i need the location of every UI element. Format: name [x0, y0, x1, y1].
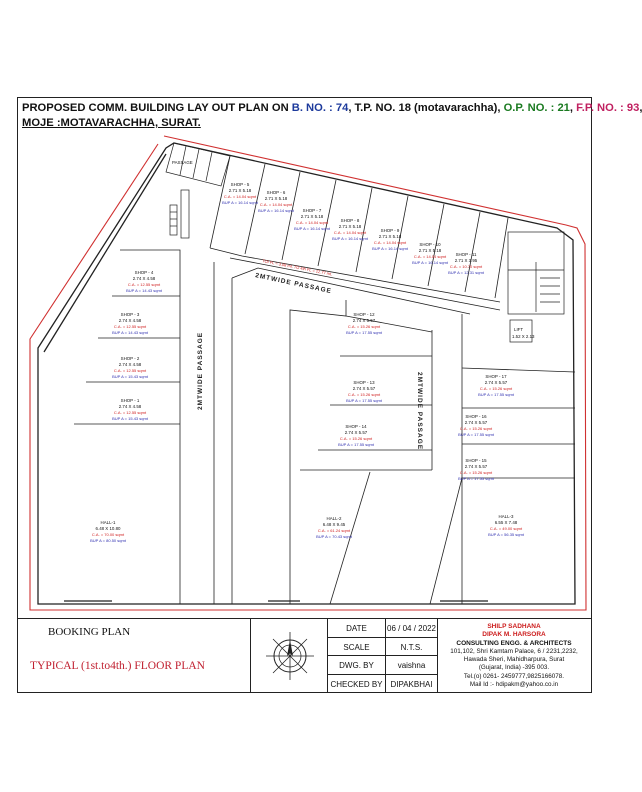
- shop-label-line: SHOP - 3: [120, 312, 140, 317]
- shop-label-line: SHOP - 2: [120, 356, 140, 361]
- shop-label-line: 2.74 X 5.57: [464, 420, 488, 425]
- hall-label-line: C.A. = 49.00 sqmt: [489, 526, 523, 531]
- center-shop-walls: [318, 316, 432, 450]
- checked-by-label: CHECKED BY: [330, 680, 383, 689]
- hall-label-line: HALL-2: [326, 516, 342, 521]
- architect-name: DIPAK M. HARSORA: [482, 631, 546, 639]
- shop-label-line: BUP A = 16.14 sqmt: [222, 200, 258, 205]
- shop-label-line: SHOP - 12: [353, 312, 375, 317]
- shop-label-line: C.A. = 14.04 sqmt: [413, 254, 447, 259]
- architect-address-3: (Gujarat, India) -395 003.: [478, 664, 550, 672]
- shop-label-line: SHOP - 9: [380, 228, 400, 233]
- shop-label-line: BUP A = 16.14 sqmt: [332, 236, 368, 241]
- shop-label-line: C.A. = 14.04 sqmt: [333, 230, 367, 235]
- plan-subtitle: MOJE :MOTAVARACHHA, SURAT.: [22, 117, 201, 129]
- shop-label-line: C.A. = 15.26 sqmt: [459, 470, 493, 475]
- shop-label-line: SHOP - 11: [455, 252, 477, 257]
- shop-label-line: 2.74 X 5.57: [464, 464, 488, 469]
- shop-label-line: 2.74 X 5.57: [484, 380, 508, 385]
- top-passage-label: 2MTWIDE PASSAGE: [254, 272, 333, 296]
- hall-label-line: 6.55 X 7.48: [494, 520, 518, 525]
- shop-label-line: 2.74 X 4.58: [118, 404, 142, 409]
- shop-label-line: BUP A = 16.14 sqmt: [372, 246, 408, 251]
- shop-label-line: 2.74 X 5.57: [344, 430, 368, 435]
- floor-level-note: TOI FL = 3.08 mt. TO 4th FL = 12.77 mt.: [261, 258, 333, 277]
- shop-label-line: C.A. = 14.04 sqmt: [259, 202, 293, 207]
- shop-label-line: BUP A = 17.55 sqmt: [338, 442, 374, 447]
- shop-label-line: 2.74 X 4.58: [132, 276, 156, 281]
- center-passage-label: 2MTWIDE PASSAGE: [416, 372, 423, 451]
- shop-label-line: C.A. = 15.26 sqmt: [347, 324, 381, 329]
- title-part-1: PROPOSED COMM. BUILDING LAY OUT PLAN ON: [22, 102, 292, 114]
- title-block-top-line: [17, 618, 592, 619]
- title-part-3: , T.P. NO. 18 (motavarachha),: [348, 102, 504, 114]
- shop-label-line: SHOP - 7: [302, 208, 322, 213]
- shop-label-line: SHOP - 17: [485, 374, 507, 379]
- hall-label-line: BUP A = 70.43 sqmt: [316, 534, 352, 539]
- floor-plan-label: TYPICAL (1st.to4th.) FLOOR PLAN: [30, 660, 205, 672]
- shop-label-line: C.A. = 14.04 sqmt: [373, 240, 407, 245]
- shop-label-line: 2.71 X 5.18: [264, 196, 288, 201]
- title-part-6: F.P. NO. : 93: [576, 102, 640, 114]
- left-passage-label: 2MTWIDE PASSAGE: [197, 331, 204, 410]
- shop-label-line: C.A. = 15.26 sqmt: [339, 436, 373, 441]
- scale-label: SCALE: [343, 643, 370, 652]
- shop-label-line: BUP A = 17.55 sqmt: [478, 392, 514, 397]
- shop-label-line: SHOP - 6: [266, 190, 286, 195]
- shop-label-line: BUP A = 15.43 sqmt: [112, 416, 148, 421]
- title-part-4: O.P. NO. : 21: [503, 102, 570, 114]
- drawn-by-label: DWG. BY: [339, 661, 374, 670]
- shop-label-line: BUP A = 15.43 sqmt: [112, 374, 148, 379]
- top-left-stair-block: [166, 143, 230, 238]
- shop-label-line: C.A. = 14.04 sqmt: [223, 194, 257, 199]
- shop-label-line: SHOP - 8: [340, 218, 360, 223]
- shop-label-line: SHOP - 10: [419, 242, 441, 247]
- shop-label-line: BUP A = 14.43 sqmt: [112, 330, 148, 335]
- architect-email: Mail Id :- hdipakm@yahoo.co.in: [469, 681, 559, 689]
- shop-label-line: 2.71 X 5.18: [418, 248, 442, 253]
- shop-label-line: BUP A = 17.55 sqmt: [458, 476, 494, 481]
- left-shop-walls: [74, 250, 232, 604]
- architect-phone: Tel.(o) 0261- 2459777,9825166078.: [463, 672, 565, 680]
- shop-label-line: BUP A = 17.55 sqmt: [346, 398, 382, 403]
- hall-label-line: HALL-3: [498, 514, 514, 519]
- title-block-row-line-2: [327, 655, 437, 656]
- shop-label-line: C.A. = 15.26 sqmt: [459, 426, 493, 431]
- shop-label-line: C.A. = 12.55 sqmt: [113, 368, 147, 373]
- compass-north-icon: [262, 628, 318, 684]
- shop-label-line: SHOP - 1: [120, 398, 140, 403]
- title-block-row-line-1: [327, 637, 437, 638]
- lift-size: 1.52 X 2.13: [512, 334, 535, 339]
- shop-label-line: SHOP - 14: [345, 424, 367, 429]
- title-part-5: ,: [569, 102, 577, 114]
- hall-label-line: 6.48 X 10.80: [95, 526, 121, 531]
- shop-label-line: BUP A = 16.14 sqmt: [412, 260, 448, 265]
- shop-label-line: C.A. = 12.55 sqmt: [113, 324, 147, 329]
- shop-label-line: 2.71 X 5.18: [338, 224, 362, 229]
- shop-label-line: 2.74 X 5.57: [352, 386, 376, 391]
- shop-label-line: BUP A = 12.31 sqmt: [448, 270, 484, 275]
- booking-plan-label: BOOKING PLAN: [48, 626, 131, 638]
- shop-label-line: 2.71 X 5.18: [378, 234, 402, 239]
- scale-value: N.T.S.: [400, 643, 423, 652]
- architect-address-1: 101,102, Shri Kamtam Palace, 6 / 2231,2232,: [450, 647, 578, 655]
- hall-label-line: BUP A = 80.50 sqmt: [90, 538, 126, 543]
- shop-label-line: SHOP - 16: [465, 414, 487, 419]
- title-part-2: B. NO. : 74: [291, 102, 349, 114]
- shop-label-line: BUP A = 17.55 sqmt: [458, 432, 494, 437]
- shop-label-line: C.A. = 12.55 sqmt: [127, 282, 161, 287]
- hall-label-line: 6.48 X 9.45: [322, 522, 346, 527]
- hall-label-line: C.A. = 70.00 sqmt: [91, 532, 125, 537]
- checked-by-value: DIPAKBHAI: [390, 680, 433, 689]
- title-block-row-line-3: [327, 674, 437, 675]
- shop-label-line: 2.71 X 3.95: [454, 258, 478, 263]
- architect-address-2: Hawada Sheri, Mahidharpura, Surat: [463, 656, 565, 664]
- date-value: 06 / 04 / 2022: [387, 624, 436, 633]
- title-block-divider-1: [250, 618, 251, 693]
- lift-label: LIFT: [514, 327, 524, 332]
- drawn-by-value: vaishna: [397, 661, 426, 670]
- shop-label-line: SHOP - 5: [230, 182, 250, 187]
- hall-label-line: C.A. = 61.24 sqmt: [317, 528, 351, 533]
- shop-label-line: C.A. = 14.04 sqmt: [295, 220, 329, 225]
- shop-label-line: BUP A = 16.14 sqmt: [258, 208, 294, 213]
- shop-label-line: SHOP - 4: [134, 270, 154, 275]
- shop-label-line: 2.71 X 5.18: [228, 188, 252, 193]
- shop-label-line: C.A. = 12.55 sqmt: [113, 410, 147, 415]
- top-right-stair-block: [508, 232, 564, 342]
- shop-label-line: C.A. = 15.26 sqmt: [347, 392, 381, 397]
- shop-label-line: 2.74 X 4.58: [118, 318, 142, 323]
- shop-label-line: SHOP - 13: [353, 380, 375, 385]
- shop-label-line: C.A. = 15.26 sqmt: [479, 386, 513, 391]
- hall-label-line: BUP A = 56.35 sqmt: [488, 532, 524, 537]
- shop-label-line: BUP A = 14.43 sqmt: [126, 288, 162, 293]
- shop-label-line: BUP A = 17.55 sqmt: [346, 330, 382, 335]
- shop-label-line: BUP A = 16.14 sqmt: [294, 226, 330, 231]
- shop-label-line: 2.74 X 4.58: [118, 362, 142, 367]
- shop-label-line: 2.71 X 5.18: [300, 214, 324, 219]
- date-label: DATE: [346, 624, 367, 633]
- stair-passage-label: PASSAGE: [172, 160, 193, 165]
- architect-firm: SHILP SADHANA: [487, 623, 541, 630]
- architect-block: [438, 623, 590, 689]
- shop-label-line: C.A. = 10.70 sqmt: [449, 264, 483, 269]
- shop-label-line: SHOP - 15: [465, 458, 487, 463]
- shop-label-line: 2.74 X 5.57: [352, 318, 376, 323]
- architect-type: CONSULTING ENGG. & ARCHITECTS: [456, 639, 572, 647]
- hall-label-line: HALL-1: [100, 520, 116, 525]
